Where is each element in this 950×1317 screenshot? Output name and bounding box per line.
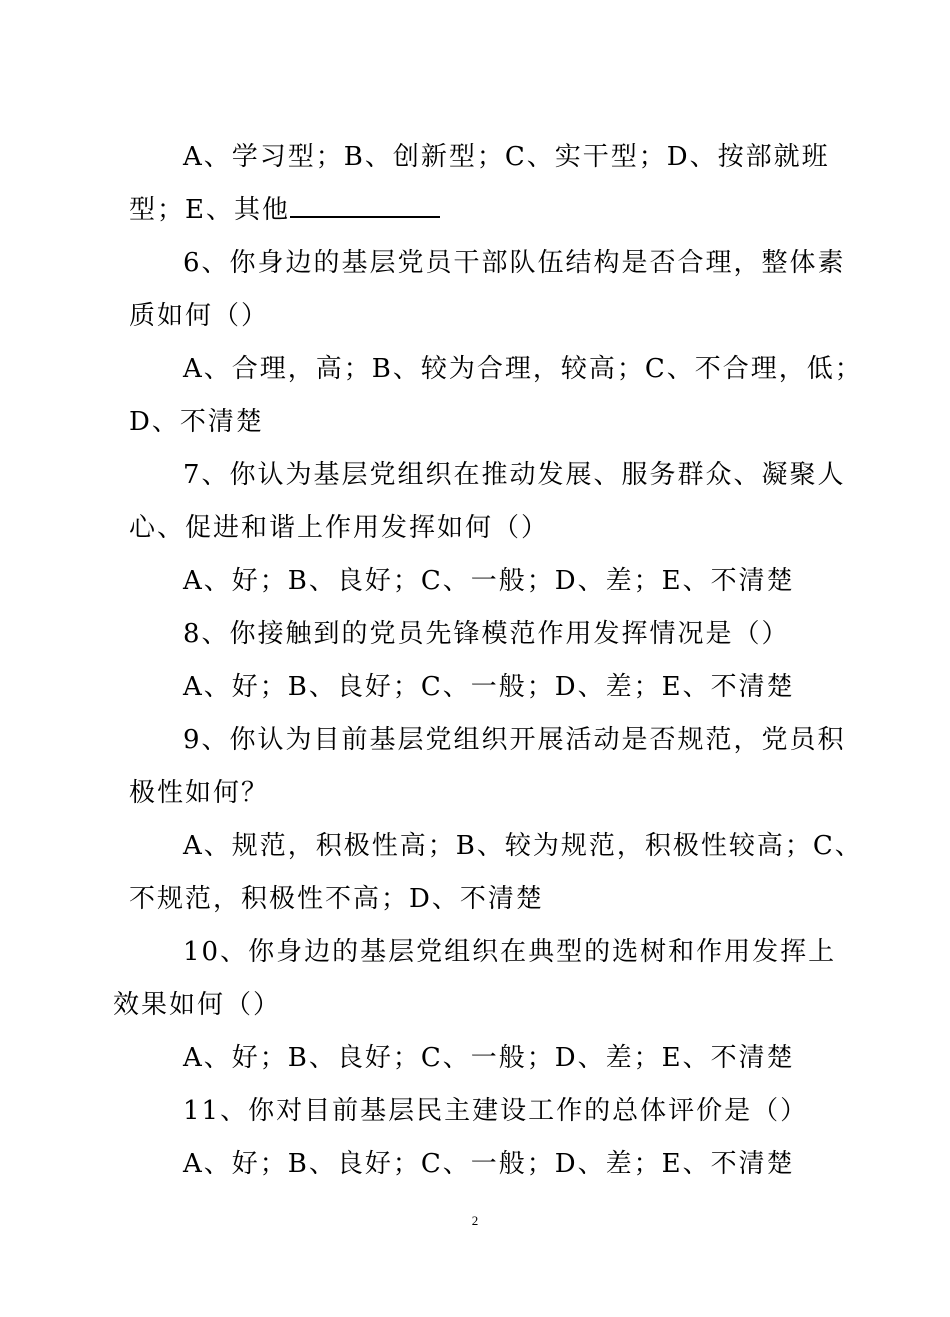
- text-line-10: 8、你接触到的党员先锋模范作用发挥情况是（）: [183, 619, 790, 649]
- text-line-1: A、学习型；B、创新型；C、实干型；D、按部就班: [183, 142, 830, 172]
- text-line-11: A、好；B、良好；C、一般；D、差；E、不清楚: [183, 672, 795, 702]
- text-line-8: 心、促进和谐上作用发挥如何（）: [129, 513, 550, 543]
- fill-in-blank: [290, 196, 440, 218]
- text-line-3: 6、你身边的基层党员干部队伍结构是否合理，整体素: [183, 248, 846, 278]
- text-line-6: D、不清楚: [129, 407, 264, 437]
- text-line-2: [129, 195, 440, 225]
- text-line-15: 不规范，积极性不高；D、不清楚: [129, 884, 544, 914]
- page-number: 2: [471, 1213, 479, 1228]
- text-line-14: A、规范，积极性高；B、较为规范，积极性较高；C、: [183, 831, 863, 861]
- text-line-16: 10、你身边的基层党组织在典型的选树和作用发挥上: [183, 937, 837, 967]
- text-line-2-content: 型；E、其他: [129, 195, 290, 225]
- text-line-17: 效果如何（）: [113, 990, 282, 1020]
- text-line-5: A、合理，高；B、较为合理，较高；C、不合理，低；: [183, 354, 863, 384]
- text-line-19: 11、你对目前基层民主建设工作的总体评价是（）: [183, 1096, 809, 1126]
- text-line-20: A、好；B、良好；C、一般；D、差；E、不清楚: [183, 1149, 795, 1179]
- text-line-18: A、好；B、良好；C、一般；D、差；E、不清楚: [183, 1043, 795, 1073]
- text-line-9: A、好；B、良好；C、一般；D、差；E、不清楚: [183, 566, 795, 596]
- text-line-4: 质如何（）: [129, 301, 270, 331]
- text-line-13: 极性如何？: [129, 778, 270, 808]
- text-line-12: 9、你认为目前基层党组织开展活动是否规范，党员积: [183, 725, 846, 755]
- text-line-7: 7、你认为基层党组织在推动发展、服务群众、凝聚人: [183, 460, 846, 490]
